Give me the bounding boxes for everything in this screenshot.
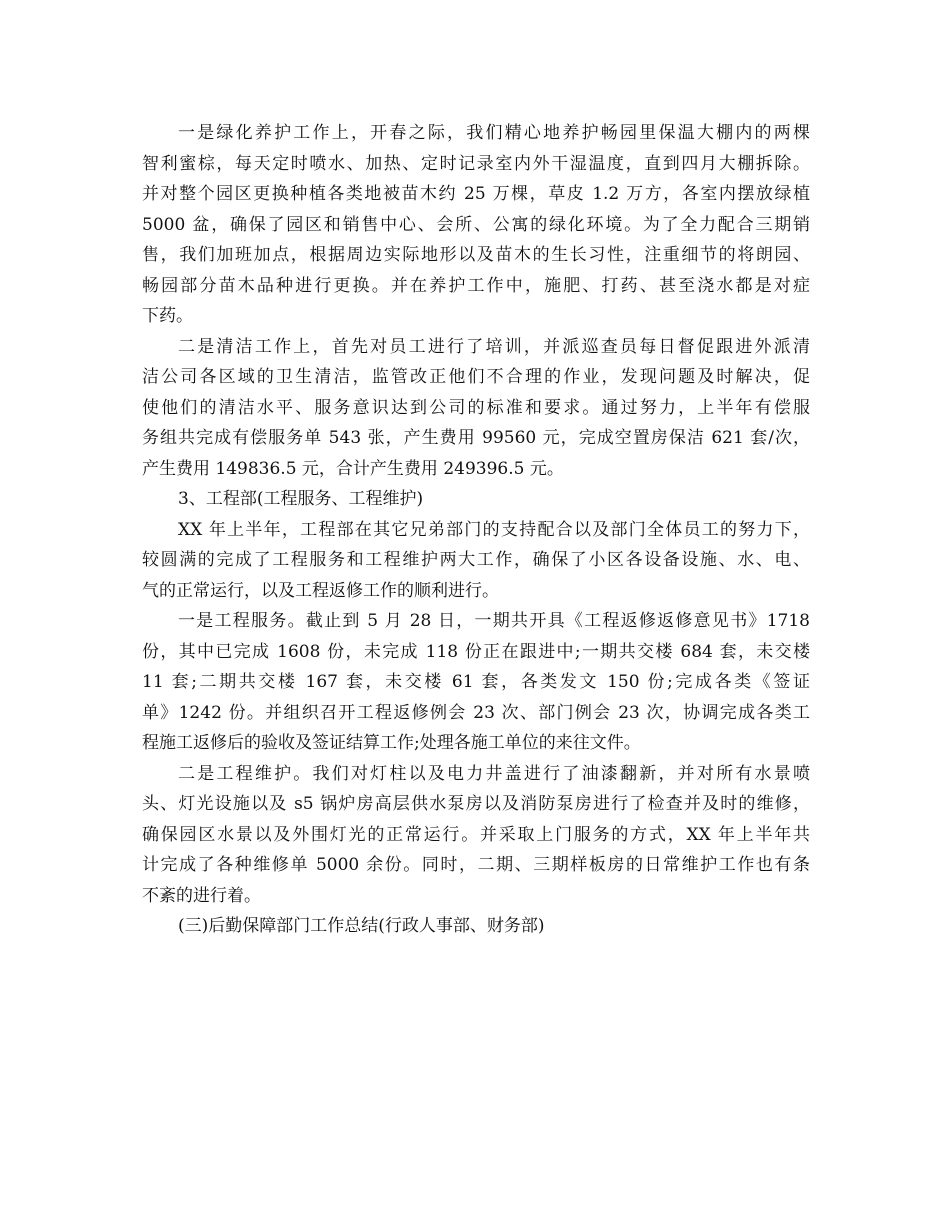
- text-line: (三)后勤保障部门工作总结(行政人事部、财务部): [178, 916, 545, 936]
- text-line: 产生费用 149836.5 元，合计产生费用 249396.5 元。: [142, 458, 564, 479]
- text-line: 下药。: [142, 306, 193, 326]
- text-line: 气的正常运行，以及工程返修工作的顺利进行。: [142, 580, 499, 601]
- text-line: 程施工返修后的验收及签证结算工作;处理各施工单位的来往文件。: [142, 733, 641, 753]
- text-line: 单》1242 份。并组织召开工程返修例会 23 次、部门例会 23 次，协调完成各类工: [142, 702, 810, 723]
- text-line: 份，其中已完成 1608 份，未完成 118 份正在跟进中;一期共交楼 684 套，未交楼: [142, 641, 810, 662]
- document-text: [142, 118, 810, 942]
- text-line: 售，我们加班加点，根据周边实际地形以及苗木的生长习性，注重细节的将朗园、: [142, 245, 810, 265]
- text-line: 智利蜜棕，每天定时喷水、加热、定时记录室内外干湿温度，直到四月大棚拆除。: [142, 153, 810, 174]
- text-line: 畅园部分苗木品种进行更换。并在养护工作中，施肥、打药、甚至浇水都是对症: [142, 275, 810, 296]
- text-line: XX 年上半年，工程部在其它兄弟部门的支持配合以及部门全体员工的努力下，: [178, 519, 810, 540]
- text-line: 3、工程部(工程服务、工程维护): [178, 489, 424, 509]
- text-line: 洁公司各区域的卫生清洁，监管改正他们不合理的作业，发现问题及时解决，促: [142, 367, 810, 387]
- text-line: 不紊的进行着。: [142, 885, 261, 906]
- text-line: 使他们的清洁水平、服务意识达到公司的标准和要求。通过努力，上半年有偿服: [142, 397, 810, 418]
- text-line: 一是绿化养护工作上，开春之际，我们精心地养护畅园里保温大棚内的两棵: [178, 123, 810, 143]
- text-line: 11 套;二期共交楼 167 套，未交楼 61 套，各类发文 150 份;完成各类《签证: [142, 672, 810, 692]
- text-line: 计完成了各种维修单 5000 余份。同时，二期、三期样板房的日常维护工作也有条: [142, 855, 810, 875]
- text-line: 一是工程服务。截止到 5 月 28 日，一期共开具《工程返修返修意见书》1718: [178, 611, 810, 631]
- text-line: 二是清洁工作上，首先对员工进行了培训，并派巡查员每日督促跟进外派清: [178, 336, 810, 357]
- text-line: 务组共完成有偿服务单 543 张，产生费用 99560 元，完成空置房保洁 621 套/次，: [142, 428, 810, 448]
- text-line: 确保园区水景以及外围灯光的正常运行。并采取上门服务的方式，XX 年上半年共: [142, 824, 810, 845]
- text-line: 头、灯光设施以及 s5 锅炉房高层供水泵房以及消防泵房进行了检查并及时的维修，: [142, 794, 810, 814]
- document-body: [142, 118, 810, 942]
- text-line: 较圆满的完成了工程服务和工程维护两大工作，确保了小区各设备设施、水、电、: [142, 550, 810, 570]
- text-line: 5000 盆，确保了园区和销售中心、会所、公寓的绿化环境。为了全力配合三期销: [142, 214, 810, 235]
- text-line: 二是工程维护。我们对灯柱以及电力井盖进行了油漆翻新，并对所有水景喷: [178, 763, 810, 784]
- text-line: 并对整个园区更换种植各类地被苗木约 25 万棵，草皮 1.2 万方，各室内摆放绿植: [142, 184, 810, 204]
